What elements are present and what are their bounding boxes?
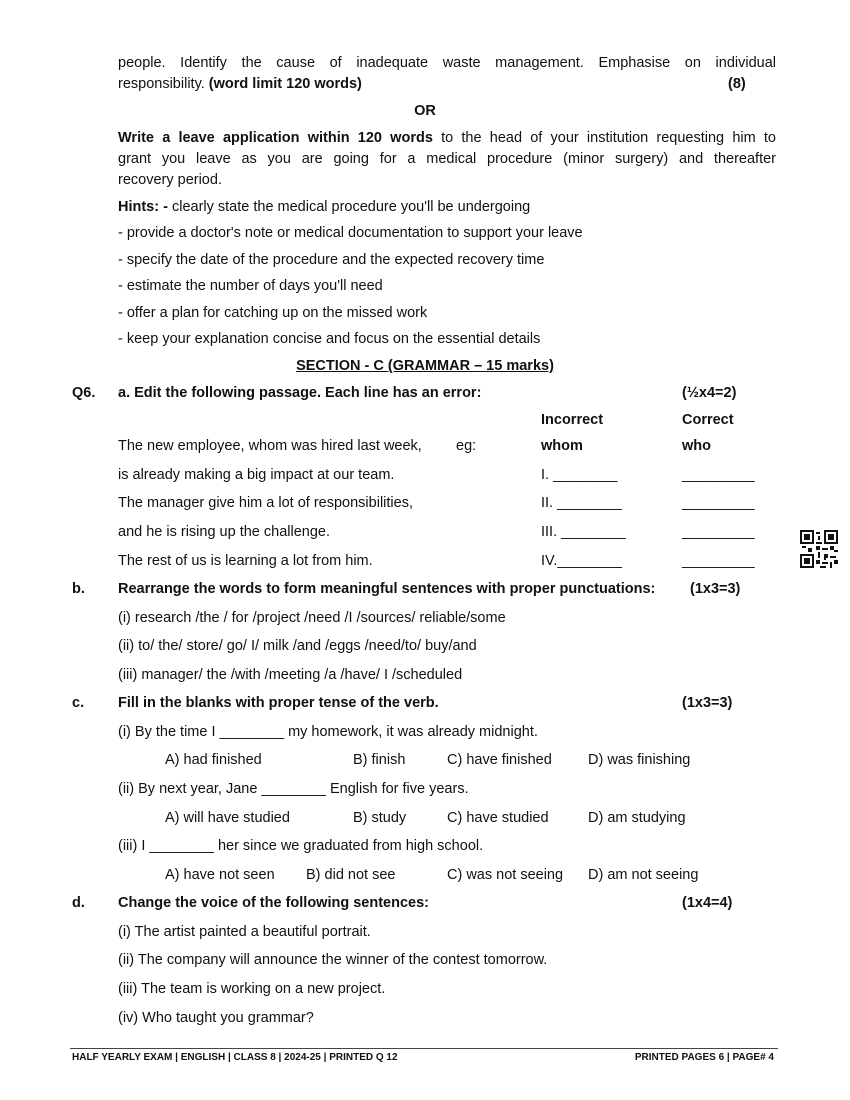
footer-left: HALF YEARLY EXAM | ENGLISH | CLASS 8 | 2024-25 | PRINTED Q 12 — [72, 1052, 398, 1063]
hint-item: - specify the date of the procedure and the expected recovery time — [118, 252, 545, 268]
question-number: Q6. — [72, 385, 96, 401]
option: D) am studying — [588, 810, 686, 826]
letter-question-line-1: people. Identify the cause of inadequate waste management. Emphasise on individual — [118, 55, 776, 71]
letter-question-line-2 — [118, 76, 362, 92]
tense-title: Fill in the blanks with proper tense of the verb. — [118, 695, 439, 711]
option: B) study — [353, 810, 407, 826]
example-incorrect: whom — [541, 438, 583, 454]
option: D) am not seeing — [588, 867, 699, 883]
letter-marks: (8) — [728, 76, 746, 92]
q6a-marks: (½x4=2) — [682, 385, 737, 401]
column-correct: Correct — [682, 412, 734, 428]
voice-item: (ii) The company will announce the winner of the contest tomorrow. — [118, 952, 548, 968]
tense-question: (ii) By next year, Jane ________ English for five years. — [118, 781, 469, 797]
rearrange-marks: (1x3=3) — [690, 581, 741, 597]
passage-line: The rest of us is learning a lot from him. — [118, 553, 373, 569]
voice-item: (iv) Who taught you grammar? — [118, 1010, 314, 1026]
hints-label: Hints: - — [118, 199, 168, 215]
leave-lead-bold: Write a leave application within 120 words — [118, 130, 433, 146]
voice-title: Change the voice of the following sentences: — [118, 895, 429, 911]
rearrange-title: Rearrange the words to form meaningful sentences with proper punctuations: — [118, 581, 656, 597]
option: A) had finished — [165, 752, 262, 768]
option: B) did not see — [306, 867, 396, 883]
or-label: OR — [414, 103, 436, 119]
hints-first-line — [118, 199, 530, 215]
footer-divider — [70, 1048, 778, 1049]
qr-code-icon — [800, 530, 838, 568]
hint-item: clearly state the medical procedure you'll be undergoing — [167, 199, 531, 215]
option: D) was finishing — [588, 752, 691, 768]
word-limit: (word limit 120 words) — [208, 76, 362, 92]
rearrange-item: (iii) manager/ the /with /meeting /a /have/ I /scheduled — [118, 667, 463, 683]
voice-item: (i) The artist painted a beautiful portrait. — [118, 924, 371, 940]
example-correct: who — [682, 438, 711, 454]
hint-item: - estimate the number of days you'll need — [118, 278, 383, 294]
sub-question-label: b. — [72, 581, 85, 597]
footer-right: PRINTED PAGES 6 | PAGE# 4 — [634, 1052, 774, 1063]
passage-line: and he is rising up the challenge. — [118, 524, 331, 540]
leave-line-3: recovery period. — [118, 172, 222, 188]
rearrange-item: (i) research /the / for /project /need /I /sources/ reliable/some — [118, 610, 506, 626]
column-incorrect: Incorrect — [541, 412, 604, 428]
leave-line-1 — [118, 130, 776, 146]
hint-item: - provide a doctor's note or medical documentation to support your leave — [118, 225, 583, 241]
hint-item: - keep your explanation concise and focus on the essential details — [118, 331, 541, 347]
leave-lead-rest: to the head of your institution requesting him to — [432, 130, 776, 146]
correct-blank: _________ — [682, 524, 755, 540]
passage-line: The manager give him a lot of responsibilities, — [118, 495, 413, 511]
q6a-title: a. Edit the following passage. Each line has an error: — [118, 385, 482, 401]
incorrect-blank: IV.________ — [541, 553, 622, 569]
rearrange-item: (ii) to/ the/ store/ go/ I/ milk /and /eggs /need/to/ buy/and — [118, 638, 477, 654]
option: C) have studied — [447, 810, 549, 826]
letter-question-text: responsibility. — [118, 76, 209, 92]
option: C) have finished — [447, 752, 552, 768]
tense-marks: (1x3=3) — [682, 695, 733, 711]
section-c-heading: SECTION - C (GRAMMAR – 15 marks) — [296, 358, 554, 374]
correct-blank: _________ — [682, 553, 755, 569]
incorrect-blank: III. ________ — [541, 524, 626, 540]
option: C) was not seeing — [447, 867, 564, 883]
correct-blank: _________ — [682, 467, 755, 483]
hint-item: - offer a plan for catching up on the missed work — [118, 305, 428, 321]
tense-question: (i) By the time I ________ my homework, it was already midnight. — [118, 724, 538, 740]
voice-item: (iii) The team is working on a new project. — [118, 981, 386, 997]
passage-line: is already making a big impact at our team. — [118, 467, 395, 483]
voice-marks: (1x4=4) — [682, 895, 733, 911]
example-tag: eg: — [456, 438, 477, 454]
tense-question: (iii) I ________ her since we graduated from high school. — [118, 838, 484, 854]
option: A) will have studied — [165, 810, 290, 826]
option: A) have not seen — [165, 867, 275, 883]
sub-question-label: d. — [72, 895, 85, 911]
correct-blank: _________ — [682, 495, 755, 511]
leave-line-2: grant you leave as you are going for a medical procedure (minor surgery) and thereafter — [118, 151, 776, 167]
sub-question-label: c. — [72, 695, 85, 711]
incorrect-blank: II. ________ — [541, 495, 622, 511]
incorrect-blank: I. ________ — [541, 467, 618, 483]
example-line: The new employee, whom was hired last week, — [118, 438, 422, 454]
option: B) finish — [353, 752, 406, 768]
